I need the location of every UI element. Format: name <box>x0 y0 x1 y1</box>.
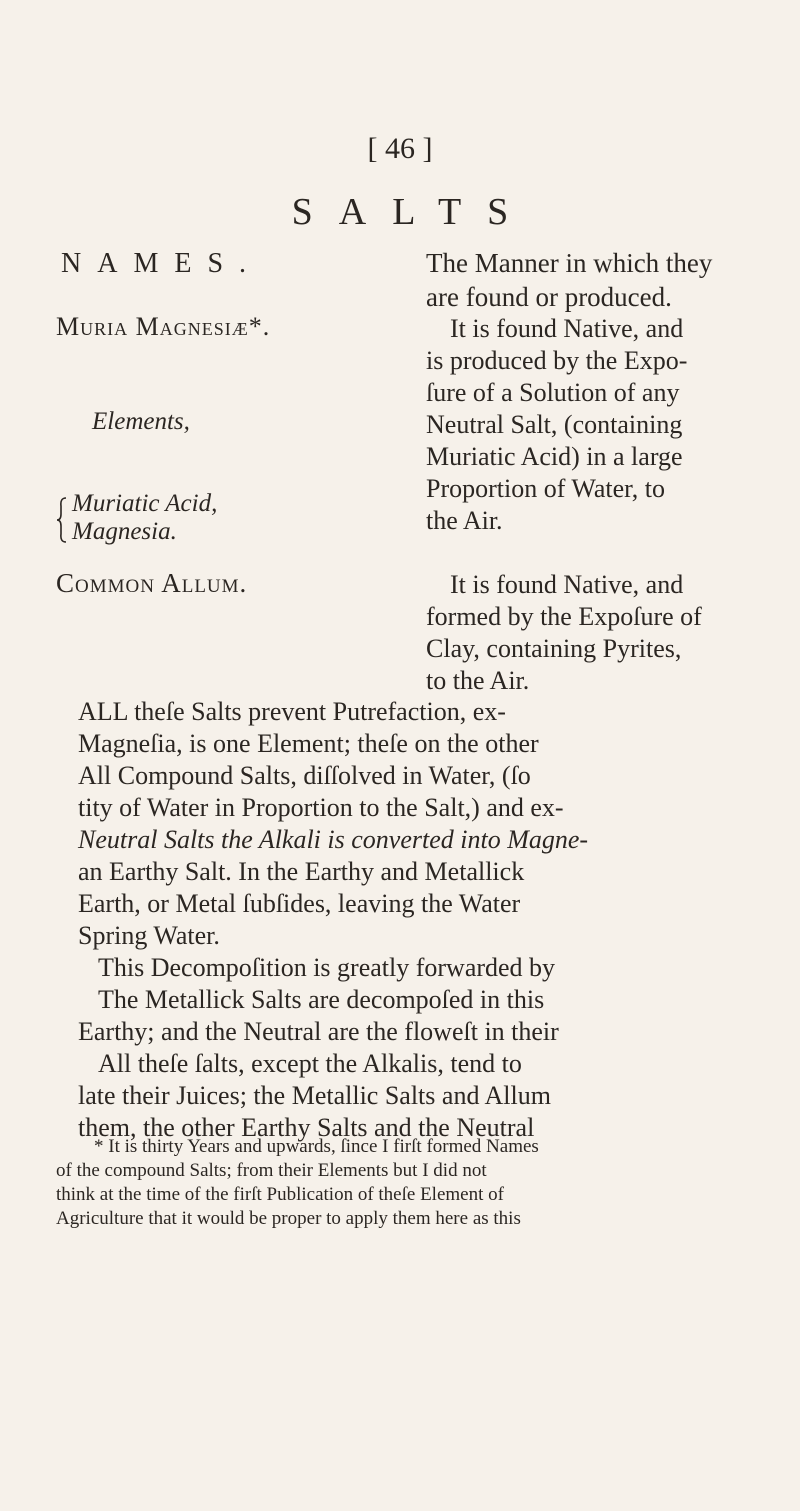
body-line: Neutral Salts the Alkali is converted into Magne- <box>78 825 589 854</box>
description-line: Clay, containing Pyrites, <box>426 634 682 663</box>
element-muriatic-acid: Muriatic Acid, <box>72 490 218 517</box>
body-line: tity of Water in Proportion to the Salt,) and ex- <box>78 793 564 822</box>
body-line: them, the other Earthy Salts and the Neutral <box>78 1113 535 1142</box>
salt-name-common-allum: Common Allum. <box>56 568 248 598</box>
description-line: Neutral Salt, (containing <box>426 410 683 439</box>
description-line: Proportion of Water, to <box>426 474 666 503</box>
description-line: to the Air. <box>426 666 530 695</box>
footnote <box>56 1135 786 1231</box>
page-title: SALTS <box>291 191 535 233</box>
description-line: ſure of a Solution of any <box>426 378 680 407</box>
description-line: It is found Native, and <box>450 570 684 599</box>
body-line: All theſe ſalts, except the Alkalis, tend to <box>98 1049 522 1078</box>
footnote-line: * It is thirty Years and upwards, ſince I firſt formed Names <box>94 1136 539 1157</box>
body-line: an Earthy Salt. In the Earthy and Metallick <box>78 857 525 886</box>
description-line: is produced by the Expo- <box>426 346 688 375</box>
body-line: late their Juices; the Metallic Salts and Allum <box>78 1081 551 1110</box>
description-line: Muriatic Acid) in a large <box>426 442 683 471</box>
names-column-header: NAMES. <box>61 248 263 279</box>
elements-label: Elements, <box>92 408 190 435</box>
footnote-line: think at the time of the firſt Publication of theſe Element of <box>56 1184 504 1205</box>
body-line: ALL theſe Salts prevent Putrefaction, ex- <box>78 697 506 726</box>
description-muria-magnesiae <box>426 313 776 537</box>
manner-column-header <box>426 246 726 314</box>
description-line: It is found Native, and <box>450 314 684 343</box>
manner-header-line: are found or produced. <box>426 282 672 312</box>
footnote-line: Agriculture that it would be proper to apply them here as this <box>56 1208 521 1229</box>
page-number: [ 46 ] <box>367 132 433 165</box>
body-line: This Decompoſition is greatly forwarded by <box>98 953 556 982</box>
body-line: Magneſia, is one Element; theſe on the other <box>78 729 539 758</box>
salt-name-muria-magnesiae: Muria Magnesiæ*. <box>56 312 271 341</box>
body-line: Earth, or Metal ſubſides, leaving the Water <box>78 889 521 918</box>
body-paragraph <box>78 696 778 1144</box>
body-line: Spring Water. <box>78 921 220 950</box>
description-line: the Air. <box>426 506 503 535</box>
body-line: Earthy; and the Neutral are the floweſt in their <box>78 1017 559 1046</box>
footnote-line: of the compound Salts; from their Elements but I did not <box>56 1160 487 1181</box>
manner-header-line: The Manner in which they <box>426 248 713 278</box>
description-common-allum <box>426 569 776 697</box>
description-line: formed by the Expoſure of <box>426 602 702 631</box>
body-line: All Compound Salts, diſſolved in Water, (ſo <box>78 761 531 790</box>
brace-icon <box>56 496 68 544</box>
element-magnesia: Magnesia. <box>72 518 177 545</box>
body-line: The Metallick Salts are decompoſed in this <box>98 985 545 1014</box>
